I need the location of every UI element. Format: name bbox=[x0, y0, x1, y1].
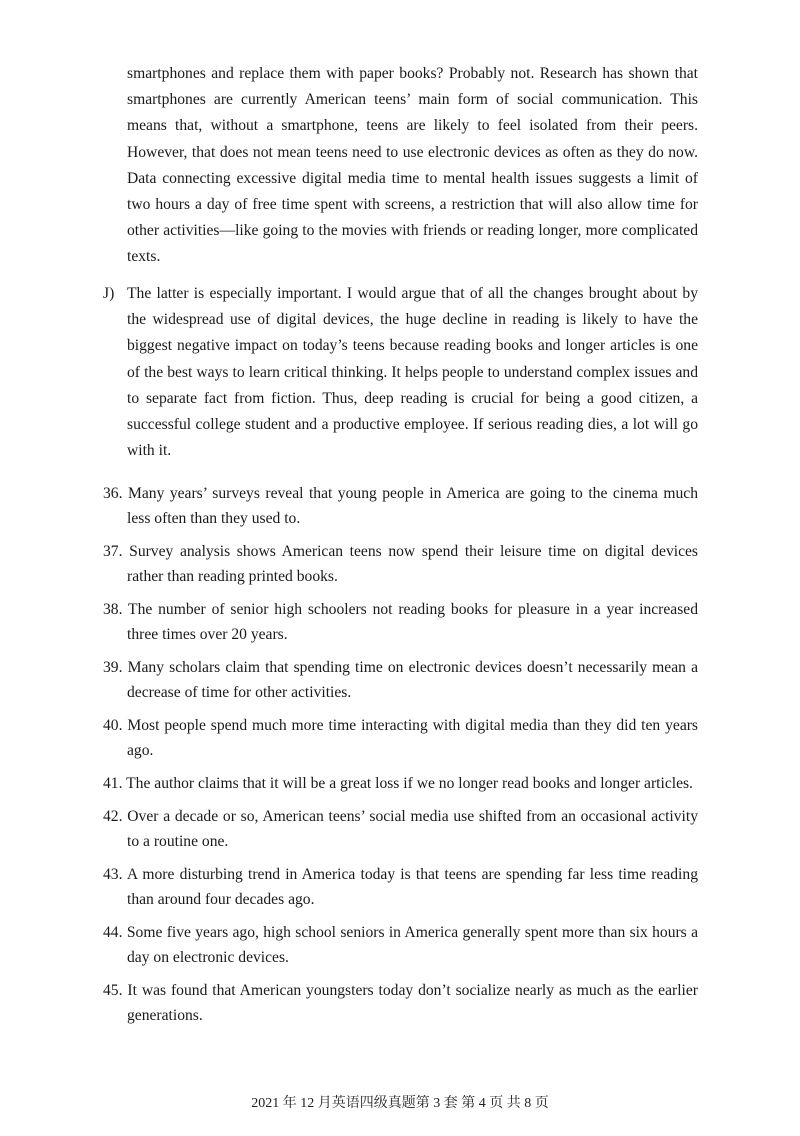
question-text: Over a decade or so, American teens’ social media use shifted from an occasional activity to a routine one. bbox=[127, 808, 698, 850]
question-number: 37. bbox=[103, 543, 123, 560]
paragraph-j-label: J) bbox=[103, 285, 115, 302]
question-item bbox=[103, 771, 698, 796]
question-text: The number of senior high schoolers not reading books for pleasure in a year increased three times over 20 years. bbox=[127, 601, 698, 643]
question-number: 36. bbox=[103, 485, 123, 502]
question-item bbox=[103, 862, 698, 912]
question-item bbox=[103, 713, 698, 763]
question-text: Most people spend much more time interacting with digital media than they did ten years ago. bbox=[127, 717, 699, 759]
question-item bbox=[103, 920, 698, 970]
question-text: A more disturbing trend in America today is that teens are spending far less time reading than around four decades ago. bbox=[126, 866, 698, 908]
question-text: It was found that American youngsters today don’t socialize nearly as much as the earlier generations. bbox=[127, 982, 698, 1024]
question-list bbox=[103, 481, 698, 1036]
question-number: 40. bbox=[103, 717, 123, 734]
question-item bbox=[103, 655, 698, 705]
question-number: 38. bbox=[103, 601, 123, 618]
question-number: 44. bbox=[103, 924, 123, 941]
page-footer: 2021 年 12 月英语四级真题第 3 套 第 4 页 共 8 页 bbox=[251, 1096, 549, 1111]
paragraph-j-text: The latter is especially important. I would argue that of all the changes brought about by the widespread use of digital devices, the huge decline in reading is likely to have the biggest negative impact on today’s teens because reading books and longer articles is one of the best ways to learn critical thinking. It helps people to understand complex issues and to separate fact from fiction. Thus, deep reading is crucial for being a good citizen, a successful college student and a productive employee. If serious reading dies, a lot will go with it. bbox=[127, 285, 698, 460]
question-item bbox=[103, 597, 698, 647]
question-item bbox=[103, 481, 698, 531]
question-number: 43. bbox=[103, 866, 123, 883]
question-number: 41. bbox=[103, 775, 123, 792]
question-item bbox=[103, 539, 698, 589]
question-text: Many scholars claim that spending time on electronic devices doesn’t necessarily mean a decrease of time for other activities. bbox=[127, 659, 698, 701]
question-text: The author claims that it will be a great loss if we no longer read books and longer articles. bbox=[126, 775, 693, 792]
question-number: 42. bbox=[103, 808, 123, 825]
question-text: Some five years ago, high school seniors in America generally spent more than six hours a day on electronic devices. bbox=[126, 924, 699, 966]
question-number: 45. bbox=[103, 982, 123, 999]
question-number: 39. bbox=[103, 659, 123, 676]
question-text: Survey analysis shows American teens now spend their leisure time on digital devices rather than reading printed books. bbox=[127, 543, 699, 585]
continued-paragraph: smartphones and replace them with paper books? Probably not. Research has shown that smartphones are currently American teens’ main form of social communication. This means that, without a smartphone, teens are likely to feel isolated from their peers. However, that does not mean teens need to use electronic devices as often as they do now. Data connecting excessive digital media time to mental health issues suggests a limit of two hours a day of free time spent with screens, a restriction that will also allow time for other activities—like going to the movies with friends or reading longer, more complicated texts. bbox=[127, 65, 698, 266]
question-item bbox=[103, 978, 698, 1028]
question-item bbox=[103, 804, 698, 854]
question-text: Many years’ surveys reveal that young people in America are going to the cinema much less often than they used to. bbox=[127, 485, 698, 527]
